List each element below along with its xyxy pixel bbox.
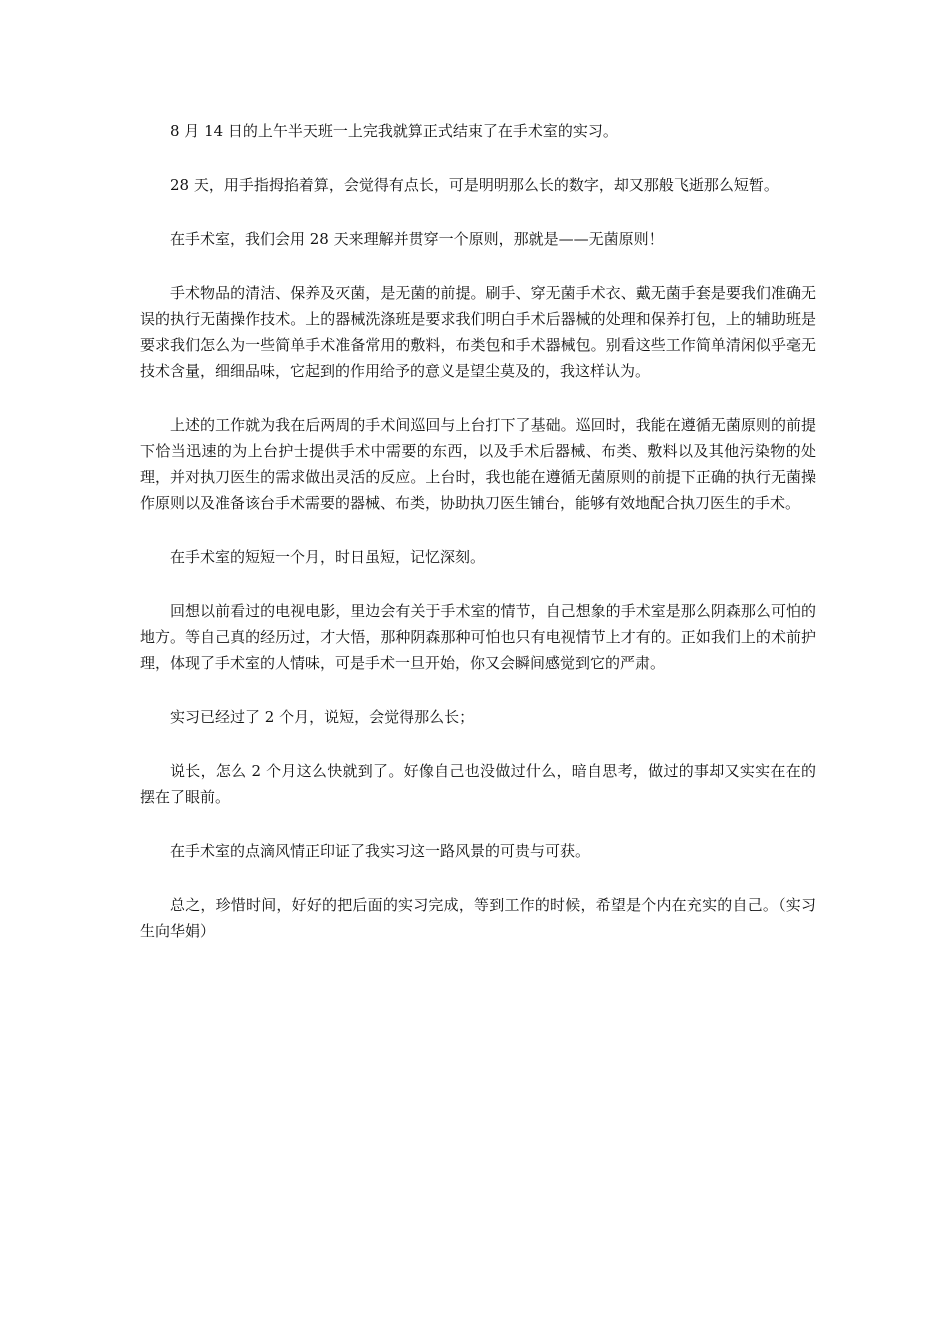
paragraph-2: 28 天，用手指拇掐着算，会觉得有点长，可是明明那么长的数字，却又那般飞逝那么短暂。 xyxy=(170,176,779,194)
paragraph-8: 实习已经过了 2 个月，说短，会觉得那么长； xyxy=(170,708,475,726)
paragraph-11: 总之，珍惜时间，好好的把后面的实习完成，等到工作的时候，希望是个内在充实的自己。（实习生向华娟） xyxy=(140,896,816,940)
paragraph-1: 8 月 14 日的上午半天班一上完我就算正式结束了在手术室的实习。 xyxy=(170,122,618,140)
document-body xyxy=(140,118,816,972)
paragraph-10: 在手术室的点滴风情正印证了我实习这一路风景的可贵与可获。 xyxy=(170,842,591,860)
paragraph-7: 回想以前看过的电视电影，里边会有关于手术室的情节，自己想象的手术室是那么阴森那么可怕的地方。等自己真的经历过，才大悟，那种阴森那种可怕也只有电视情节上才有的。正如我们上的术前护理，体现了手术室的人情味，可是手术一旦开始，你又会瞬间感觉到它的严肃。 xyxy=(140,602,816,672)
paragraph-4: 手术物品的清洁、保养及灭菌，是无菌的前提。刷手、穿无菌手术衣、戴无菌手套是要我们准确无误的执行无菌操作技术。上的器械洗涤班是要求我们明白手术后器械的处理和保养打包，上的辅助班是要求我们怎么为一些简单手术准备常用的敷料，布类包和手术器械包。别看这些工作简单清闲似乎毫无技术含量，细细品味，它起到的作用给予的意义是望尘莫及的，我这样认为。 xyxy=(140,284,816,380)
paragraph-3: 在手术室，我们会用 28 天来理解并贯穿一个原则，那就是——无菌原则！ xyxy=(170,230,664,248)
paragraph-6: 在手术室的短短一个月，时日虽短，记忆深刻。 xyxy=(170,548,486,566)
paragraph-5: 上述的工作就为我在后两周的手术间巡回与上台打下了基础。巡回时，我能在遵循无菌原则的前提下恰当迅速的为上台护士提供手术中需要的东西，以及手术后器械、布类、敷料以及其他污染物的处理，并对执刀医生的需求做出灵活的反应。上台时，我也能在遵循无菌原则的前提下正确的执行无菌操作原则以及准备该台手术需要的器械、布类，协助执刀医生铺台，能够有效地配合执刀医生的手术。 xyxy=(140,416,816,512)
paragraph-9: 说长，怎么 2 个月这么快就到了。好像自己也没做过什么，暗自思考，做过的事却又实实在在的摆在了眼前。 xyxy=(140,762,816,806)
